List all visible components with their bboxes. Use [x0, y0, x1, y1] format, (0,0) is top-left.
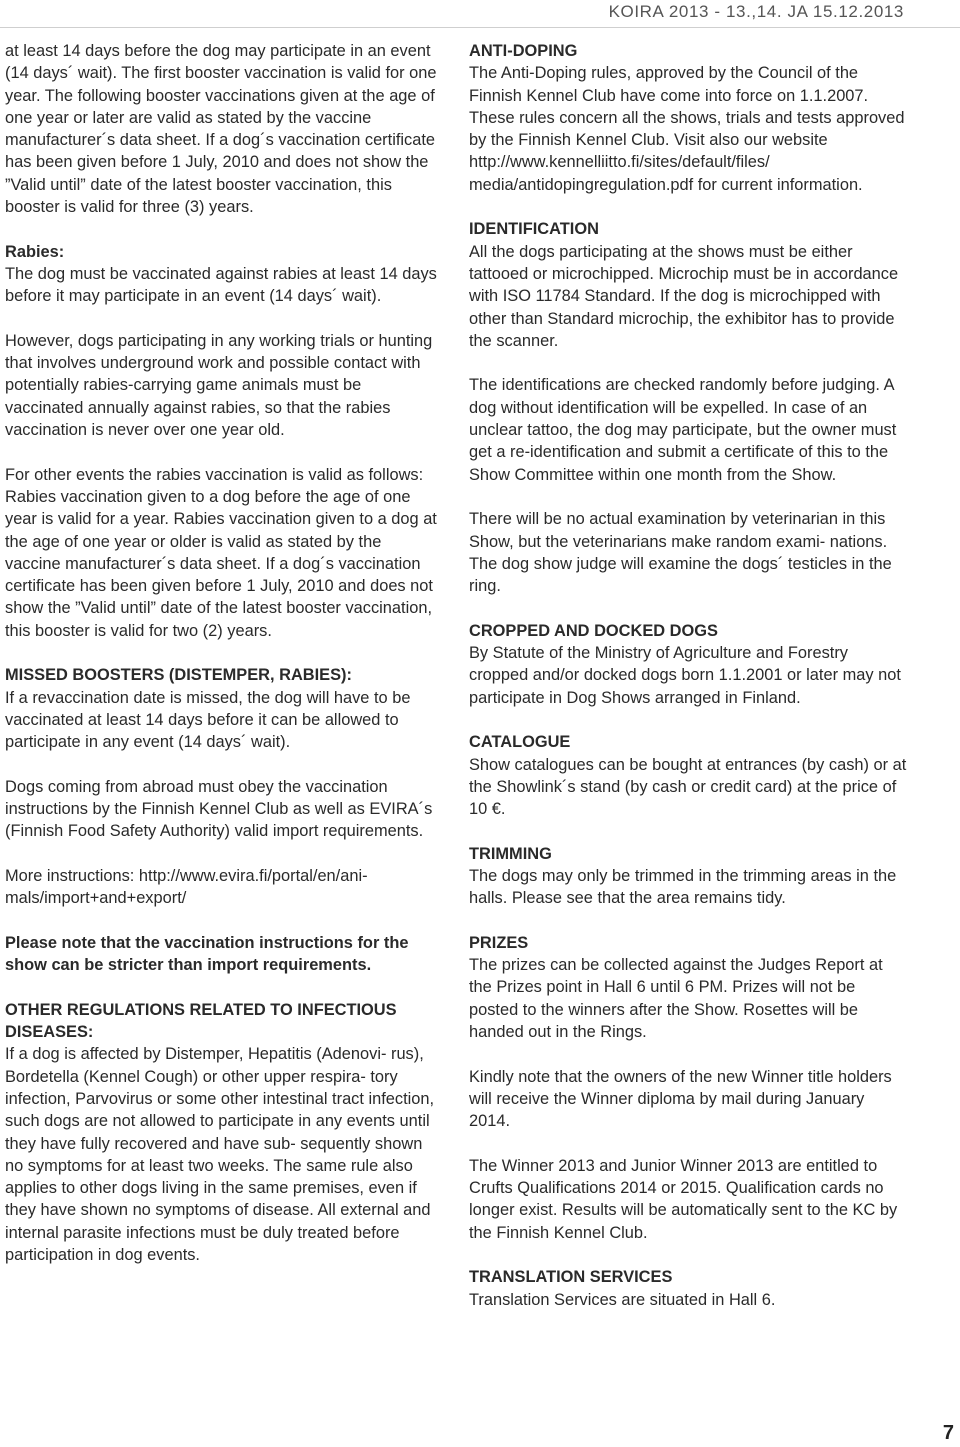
other-regulations-heading: OTHER REGULATIONS RELATED TO INFECTIOUS DISEASES:: [5, 1000, 397, 1042]
right-column: [469, 40, 909, 1311]
rabies-paragraph-3: For other events the rabies vaccination is valid as follows: Rabies vaccination given to a dog before the age of one year is valid for a year. Rabies vaccination given to a dog at the age of one year or older is valid as stated by the vaccine manufacturer´s data sheet. If a dog´s vaccination certificate has been given before 1 July, 2010 and does not show the ”Valid until” date of the latest booster vaccination, this booster is valid for two (2) years.: [5, 465, 437, 640]
running-header: KOIRA 2013 - 13.,14. JA 15.12.2013: [608, 2, 904, 21]
identification-paragraph-3: There will be no actual examination by veterinarian in this Show, but the veterinarians make random exami- nations. The dog show judge will examine the dogs´ testicles in the ring.: [469, 510, 892, 596]
antidoping-paragraph: The Anti-Doping rules, approved by the Council of the Finnish Kennel Club have come into force on 1.1.2007. These rules concern all the shows, trials and tests approved by the Finnish Kennel Club. Visit also our website http://www.kennelliitto.fi/sites/default/files/ media/antidopingregulation.pdf for current information.: [469, 64, 905, 194]
prizes-heading: PRIZES: [469, 933, 529, 952]
identification-paragraph-1: All the dogs participating at the shows must be either tattooed or microchipped. Microchip must be in accordance with ISO 11784 Standard. If the dog is microchipped with other than Standard microchip, the exhibitor has to provide the scanner.: [469, 242, 899, 350]
rabies-paragraph-2: However, dogs participating in any working trials or hunting that involves underground work and possible contact with potentially rabies-carrying game animals must be vaccinated annually against rabies, so that the rabies vaccination is never over one year old.: [5, 331, 433, 440]
rabies-paragraph-1: The dog must be vaccinated against rabies at least 14 days before it may participate in an event (14 days´ wait).: [5, 264, 437, 306]
vaccination-note: Please note that the vaccination instructions for the show can be stricter than import requirements.: [5, 933, 409, 975]
missed-boosters-heading: MISSED BOOSTERS (DISTEMPER, RABIES):: [5, 666, 352, 685]
header-divider: [0, 27, 960, 28]
missed-boosters-paragraph-2: Dogs coming from abroad must obey the vaccination instructions by the Finnish Kennel Club as well as EVIRA´s (Finnish Food Safety Authority) valid import requirements.: [5, 777, 433, 841]
prizes-paragraph-3: The Winner 2013 and Junior Winner 2013 are entitled to Crufts Qualifications 2014 or 2015. Qualification cards no longer exist. Results will be automatically sent to the KC by the Finnish Kennel Club.: [469, 1156, 898, 1242]
prizes-paragraph-1: The prizes can be collected against the Judges Report at the Prizes point in Hall 6 until 6 PM. Prizes will not be posted to the winners after the Show. Rosettes will be handed out in the Rings.: [469, 956, 883, 1042]
prizes-paragraph-2: Kindly note that the owners of the new Winner title holders will receive the Winner diploma by mail during January 2014.: [469, 1067, 892, 1131]
translation-services-heading: TRANSLATION SERVICES: [469, 1268, 673, 1287]
vaccination-intro-paragraph: at least 14 days before the dog may participate in an event (14 days´ wait). The first booster vaccination is valid for one year. The following booster vaccinations given at the age of one year or later are valid as stated by the vaccine manufacturer´s data sheet. If a dog´s vaccination certificate has been given before 1 July, 2010 and does not show the ”Valid until” date of the latest booster vaccination, this booster is valid for three (3) years.: [5, 42, 437, 217]
catalogue-paragraph: Show catalogues can be bought at entrances (by cash) or at the Showlink´s stand (by cash or credit card) at the price of 10 €.: [469, 755, 907, 819]
cropped-docked-paragraph: By Statute of the Ministry of Agriculture and Forestry cropped and/or docked dogs born 1.1.2001 or later may not participate in Dog Shows arranged in Finland.: [469, 644, 901, 707]
other-regulations-paragraph: If a dog is affected by Distemper, Hepatitis (Adenovi- rus), Bordetella (Kennel Cough) or other upper respira- tory infection, Parvovirus or some other intestinal tract infection, such dogs are not allowed to participate in any events until they have fully recovered and have sub- sequently shown no symptoms for at least two weeks. The same rule also applies to other dogs living in the same premises, even if they have shown no symptoms of disease. All external and internal parasite infections must be duly treated before participation in dog events.: [5, 1045, 435, 1265]
trimming-heading: TRIMMING: [469, 844, 552, 863]
more-instructions-link-text: More instructions: http://www.evira.fi/portal/en/ani- mals/import+and+export/: [5, 866, 368, 908]
antidoping-heading: ANTI-DOPING: [469, 42, 578, 60]
trimming-paragraph: The dogs may only be trimmed in the trimming areas in the halls. Please see that the area remains tidy.: [469, 866, 897, 908]
cropped-docked-heading: CROPPED AND DOCKED DOGS: [469, 621, 718, 640]
translation-services-paragraph: Translation Services are situated in Hall 6.: [469, 1290, 776, 1309]
identification-heading: IDENTIFICATION: [469, 220, 599, 239]
catalogue-heading: CATALOGUE: [469, 733, 571, 752]
rabies-heading: Rabies:: [5, 242, 65, 261]
page-number: 7: [942, 1422, 954, 1444]
identification-paragraph-2: The identifications are checked randomly before judging. A dog without identification will be expelled. In case of an unclear tattoo, the dog may participate, but the owner must get a re-identification and submit a certificate of this to the Show Committee within one month from the Show.: [469, 376, 897, 484]
left-column: [5, 40, 441, 1266]
missed-boosters-paragraph-1: If a revaccination date is missed, the dog will have to be vaccinated at least 14 days before it can be allowed to participate in any event (14 days´ wait).: [5, 688, 411, 752]
